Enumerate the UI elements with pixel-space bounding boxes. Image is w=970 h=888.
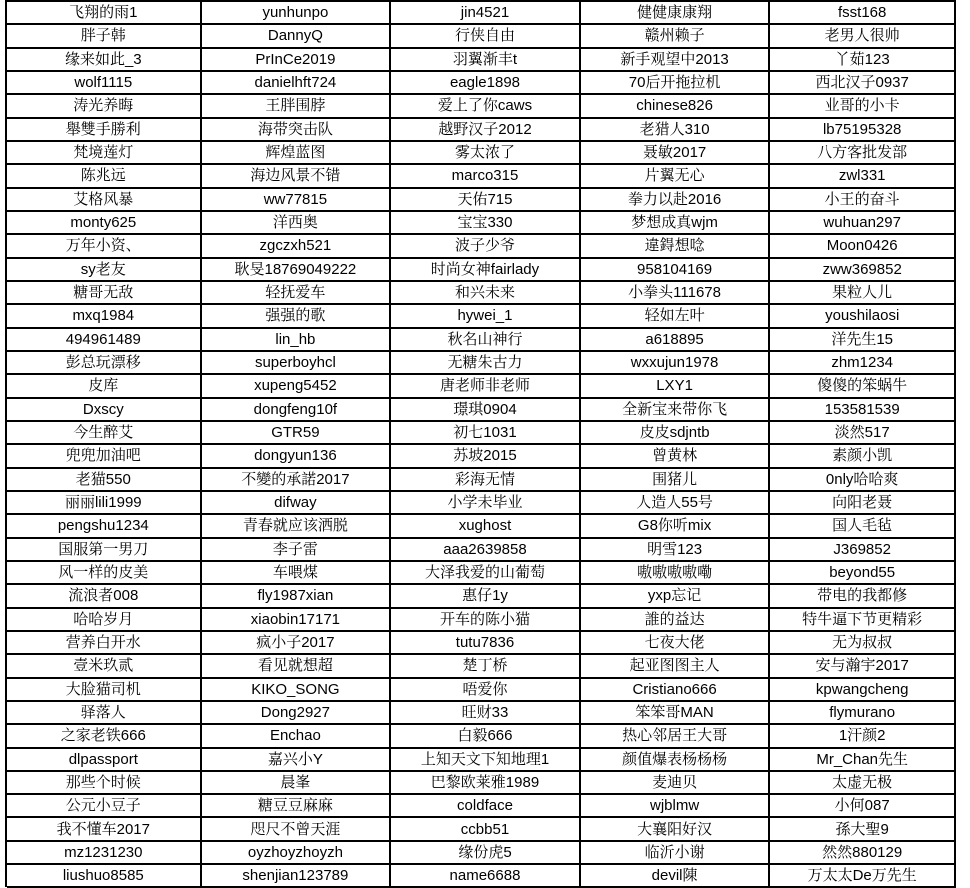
table-cell: ccbb51 (391, 818, 581, 841)
table-cell: 向阳老聂 (770, 492, 956, 515)
table-cell: 海边风景不错 (202, 165, 392, 188)
username-table (5, 0, 956, 887)
table-row (7, 119, 956, 142)
table-cell: 雾太浓了 (391, 142, 581, 165)
table-cell: 笨笨哥MAN (581, 702, 771, 725)
table-cell: 958104169 (581, 259, 771, 282)
table-row (7, 865, 956, 888)
table-cell: wjblmw (581, 795, 771, 818)
table-cell: liushuo8585 (7, 865, 202, 888)
table-cell: lb75195328 (770, 119, 956, 142)
table-cell: dongfeng10f (202, 399, 392, 422)
table-row (7, 515, 956, 538)
table-cell: 波子少爷 (391, 235, 581, 258)
table-cell: 153581539 (770, 399, 956, 422)
table-row (7, 25, 956, 48)
table-cell: 疯小子2017 (202, 632, 392, 655)
table-cell: 璟琪0904 (391, 399, 581, 422)
table-row (7, 702, 956, 725)
table-cell: 营养白开水 (7, 632, 202, 655)
table-row (7, 749, 956, 772)
table-cell: 带电的我都修 (770, 585, 956, 608)
table-cell: 越野汉子2012 (391, 119, 581, 142)
table-cell: 无糖朱古力 (391, 352, 581, 375)
table-cell: 小何087 (770, 795, 956, 818)
table-cell: fsst168 (770, 2, 956, 25)
table-cell: zhm1234 (770, 352, 956, 375)
table-cell: 王胖围脖 (202, 95, 392, 118)
table-cell: 70后开拖拉机 (581, 72, 771, 95)
table-cell: wuhuan297 (770, 212, 956, 235)
table-cell: 曾黄林 (581, 445, 771, 468)
table-cell: 我不懂车2017 (7, 818, 202, 841)
table-cell: 太虚无极 (770, 772, 956, 795)
table-cell: 飞翔的雨1 (7, 2, 202, 25)
table-cell: 淡然517 (770, 422, 956, 445)
table-cell: 梵境莲灯 (7, 142, 202, 165)
table-cell: devil陳 (581, 865, 771, 888)
table-cell: chinese826 (581, 95, 771, 118)
table-cell: 青春就应该洒脱 (202, 515, 392, 538)
table-cell: 颜值爆表杨杨杨 (581, 749, 771, 772)
table-cell: 梦想成真wjm (581, 212, 771, 235)
table-cell: 临沂小谢 (581, 842, 771, 865)
table-cell: 健健康康翔 (581, 2, 771, 25)
table-cell: lin_hb (202, 329, 392, 352)
table-row (7, 282, 956, 305)
table-cell: dlpassport (7, 749, 202, 772)
table-cell: 0nly哈哈爽 (770, 469, 956, 492)
table-cell: 轻抚爱车 (202, 282, 392, 305)
table-cell: 驿落人 (7, 702, 202, 725)
table-cell: 时尚女神fairlady (391, 259, 581, 282)
table-cell: 壹米玖贰 (7, 655, 202, 678)
table-cell: sy老友 (7, 259, 202, 282)
table-cell: 聂敏2017 (581, 142, 771, 165)
table-row (7, 165, 956, 188)
table-cell: 兜兜加油吧 (7, 445, 202, 468)
table-cell: kpwangcheng (770, 679, 956, 702)
table-cell: 旺财33 (391, 702, 581, 725)
table-cell: 晨峯 (202, 772, 392, 795)
table-cell: 七夜大佬 (581, 632, 771, 655)
table-cell: 片翼无心 (581, 165, 771, 188)
table-cell: 果粒人儿 (770, 282, 956, 305)
table-cell: 老猫550 (7, 469, 202, 492)
table-row (7, 72, 956, 95)
table-cell: 起亚图图主人 (581, 655, 771, 678)
table-cell: wolf1115 (7, 72, 202, 95)
table-row (7, 142, 956, 165)
table-cell: 孫大聖9 (770, 818, 956, 841)
table-cell: 皮皮sdjntb (581, 422, 771, 445)
table-cell: yunhunpo (202, 2, 392, 25)
table-cell: 万太太De万先生 (770, 865, 956, 888)
table-cell: 1汗颜2 (770, 725, 956, 748)
table-cell: 和兴未来 (391, 282, 581, 305)
table-cell: GTR59 (202, 422, 392, 445)
table-cell: 国人毛毡 (770, 515, 956, 538)
table-cell: 糖哥无敌 (7, 282, 202, 305)
table-cell: 热心邻居王大哥 (581, 725, 771, 748)
table-row (7, 212, 956, 235)
table-cell: ww77815 (202, 189, 392, 212)
table-cell: jin4521 (391, 2, 581, 25)
table-cell: 不變的承諾2017 (202, 469, 392, 492)
table-cell: monty625 (7, 212, 202, 235)
table-row (7, 772, 956, 795)
table-row (7, 842, 956, 865)
table-cell: 小学未毕业 (391, 492, 581, 515)
table-cell: aaa2639858 (391, 539, 581, 562)
table-cell: 陈兆远 (7, 165, 202, 188)
table-cell: 494961489 (7, 329, 202, 352)
table-cell: 違鍀想唸 (581, 235, 771, 258)
table-cell: xiaobin17171 (202, 609, 392, 632)
table-cell: difway (202, 492, 392, 515)
table-cell: 特牛逼下节更精彩 (770, 609, 956, 632)
table-cell: 巴黎欧莱雅1989 (391, 772, 581, 795)
table-cell: mz1231230 (7, 842, 202, 865)
table-cell: 傻傻的笨蜗牛 (770, 375, 956, 398)
table-cell: 人造人55号 (581, 492, 771, 515)
table-row (7, 655, 956, 678)
table-cell: 轻如左叶 (581, 305, 771, 328)
table-cell: 彭总玩漂移 (7, 352, 202, 375)
table-cell: 明雪123 (581, 539, 771, 562)
table-cell: 今生醉艾 (7, 422, 202, 445)
table-cell: 八方客批发部 (770, 142, 956, 165)
table-row (7, 422, 956, 445)
table-cell: Cristiano666 (581, 679, 771, 702)
table-row (7, 795, 956, 818)
table-row (7, 49, 956, 72)
table-cell: 秋名山神行 (391, 329, 581, 352)
table-cell: 耿旻18769049222 (202, 259, 392, 282)
table-cell: 拳力以赴2016 (581, 189, 771, 212)
table-cell: 那些个时候 (7, 772, 202, 795)
table-cell: yxp忘记 (581, 585, 771, 608)
table-cell: coldface (391, 795, 581, 818)
table-row (7, 259, 956, 282)
table-cell: 大脸猫司机 (7, 679, 202, 702)
table-row (7, 399, 956, 422)
table-cell: 丽丽lili1999 (7, 492, 202, 515)
table-cell: 无为叔叔 (770, 632, 956, 655)
table-cell: 大襄阳好汉 (581, 818, 771, 841)
table-cell: marco315 (391, 165, 581, 188)
table-cell: 楚丁桥 (391, 655, 581, 678)
table-cell: 老男人很帅 (770, 25, 956, 48)
table-cell: 西北汉子0937 (770, 72, 956, 95)
table-cell: 麦迪贝 (581, 772, 771, 795)
table-row (7, 818, 956, 841)
table-cell: hywei_1 (391, 305, 581, 328)
table-cell: DannyQ (202, 25, 392, 48)
table-row (7, 585, 956, 608)
table-row (7, 305, 956, 328)
table-cell: 皮库 (7, 375, 202, 398)
table-cell: flymurano (770, 702, 956, 725)
table-cell: Mr_Chan先生 (770, 749, 956, 772)
table-cell: 天佑715 (391, 189, 581, 212)
table-cell: 苏坡2015 (391, 445, 581, 468)
table-cell: 羽翼渐丰t (391, 49, 581, 72)
table-cell: 万年小资、 (7, 235, 202, 258)
table-row (7, 562, 956, 585)
table-cell: 然然880129 (770, 842, 956, 865)
table-cell: 小拳头111678 (581, 282, 771, 305)
table-cell: 车喂煤 (202, 562, 392, 585)
table-cell: 李子雷 (202, 539, 392, 562)
table-cell: 惠仔1y (391, 585, 581, 608)
table-cell: danielhft724 (202, 72, 392, 95)
table-cell: pengshu1234 (7, 515, 202, 538)
table-cell: J369852 (770, 539, 956, 562)
table-cell: xughost (391, 515, 581, 538)
table-cell: tutu7836 (391, 632, 581, 655)
table-cell: 胖子韩 (7, 25, 202, 48)
table-cell: 看见就想超 (202, 655, 392, 678)
table-cell: 强强的歌 (202, 305, 392, 328)
table-row (7, 469, 956, 492)
table-cell: dongyun136 (202, 445, 392, 468)
table-cell: 行侠自由 (391, 25, 581, 48)
table-row (7, 352, 956, 375)
table-cell: 素颜小凯 (770, 445, 956, 468)
table-cell: 唔爱你 (391, 679, 581, 702)
table-cell: 安与瀚宇2017 (770, 655, 956, 678)
table-cell: 辉煌蓝图 (202, 142, 392, 165)
table-cell: 围猪儿 (581, 469, 771, 492)
table-row (7, 329, 956, 352)
table-cell: 咫尺不曾天涯 (202, 818, 392, 841)
table-cell: 彩海无情 (391, 469, 581, 492)
table-cell: fly1987xian (202, 585, 392, 608)
table-cell: eagle1898 (391, 72, 581, 95)
table-cell: Enchao (202, 725, 392, 748)
table-cell: superboyhcl (202, 352, 392, 375)
table-cell: 舉雙手勝利 (7, 119, 202, 142)
table-cell: 上知天文下知地理1 (391, 749, 581, 772)
table-row (7, 2, 956, 25)
table-row (7, 189, 956, 212)
table-row (7, 632, 956, 655)
table-cell: 白毅666 (391, 725, 581, 748)
table-cell: xupeng5452 (202, 375, 392, 398)
table-cell: 嗷嗷嗷嗷嘞 (581, 562, 771, 585)
table-cell: 唐老师非老师 (391, 375, 581, 398)
table-cell: 全新宝来带你飞 (581, 399, 771, 422)
table-cell: KIKO_SONG (202, 679, 392, 702)
table-cell: 业哥的小卡 (770, 95, 956, 118)
table-row (7, 95, 956, 118)
table-cell: 嘉兴小Y (202, 749, 392, 772)
table-row (7, 539, 956, 562)
table-cell: 涛光养晦 (7, 95, 202, 118)
table-cell: shenjian123789 (202, 865, 392, 888)
table-cell: 国服第一男刀 (7, 539, 202, 562)
table-cell: 小王的奋斗 (770, 189, 956, 212)
table-row (7, 725, 956, 748)
table-cell: 哈哈岁月 (7, 609, 202, 632)
table-cell: 宝宝330 (391, 212, 581, 235)
table-cell: zgczxh521 (202, 235, 392, 258)
table-cell: oyzhoyzhoyzh (202, 842, 392, 865)
table-cell: PrInCe2019 (202, 49, 392, 72)
table-cell: zww369852 (770, 259, 956, 282)
table-cell: name6688 (391, 865, 581, 888)
table-cell: 流浪者008 (7, 585, 202, 608)
table-row (7, 609, 956, 632)
table-cell: 开车的陈小猫 (391, 609, 581, 632)
table-cell: youshilaosi (770, 305, 956, 328)
table-cell: 公元小豆子 (7, 795, 202, 818)
table-cell: 赣州赖子 (581, 25, 771, 48)
table-cell: 爱上了你caws (391, 95, 581, 118)
table-cell: 洋先生15 (770, 329, 956, 352)
table-cell: Dong2927 (202, 702, 392, 725)
table-row (7, 375, 956, 398)
table-row (7, 679, 956, 702)
table-row (7, 445, 956, 468)
table-cell: 风一样的皮美 (7, 562, 202, 585)
table-cell: 缘份虎5 (391, 842, 581, 865)
table-cell: 缘来如此_3 (7, 49, 202, 72)
table-cell: LXY1 (581, 375, 771, 398)
table-row (7, 492, 956, 515)
table-row (7, 235, 956, 258)
table-cell: 海带突击队 (202, 119, 392, 142)
table-cell: beyond55 (770, 562, 956, 585)
table-cell: zwl331 (770, 165, 956, 188)
table-cell: Moon0426 (770, 235, 956, 258)
table-cell: G8你听mix (581, 515, 771, 538)
table-cell: 丫茹123 (770, 49, 956, 72)
table-cell: 洋西奥 (202, 212, 392, 235)
table-cell: a618895 (581, 329, 771, 352)
table-cell: 糖豆豆麻麻 (202, 795, 392, 818)
table-cell: 初七1031 (391, 422, 581, 445)
table-cell: 之家老铁666 (7, 725, 202, 748)
table-cell: 老猎人310 (581, 119, 771, 142)
table-cell: 艾格风暴 (7, 189, 202, 212)
table-cell: mxq1984 (7, 305, 202, 328)
table-cell: Dxscy (7, 399, 202, 422)
table-cell: 大泽我爱的山葡萄 (391, 562, 581, 585)
table-cell: 誰的益达 (581, 609, 771, 632)
table-cell: 新手观望中2013 (581, 49, 771, 72)
table-cell: wxxujun1978 (581, 352, 771, 375)
